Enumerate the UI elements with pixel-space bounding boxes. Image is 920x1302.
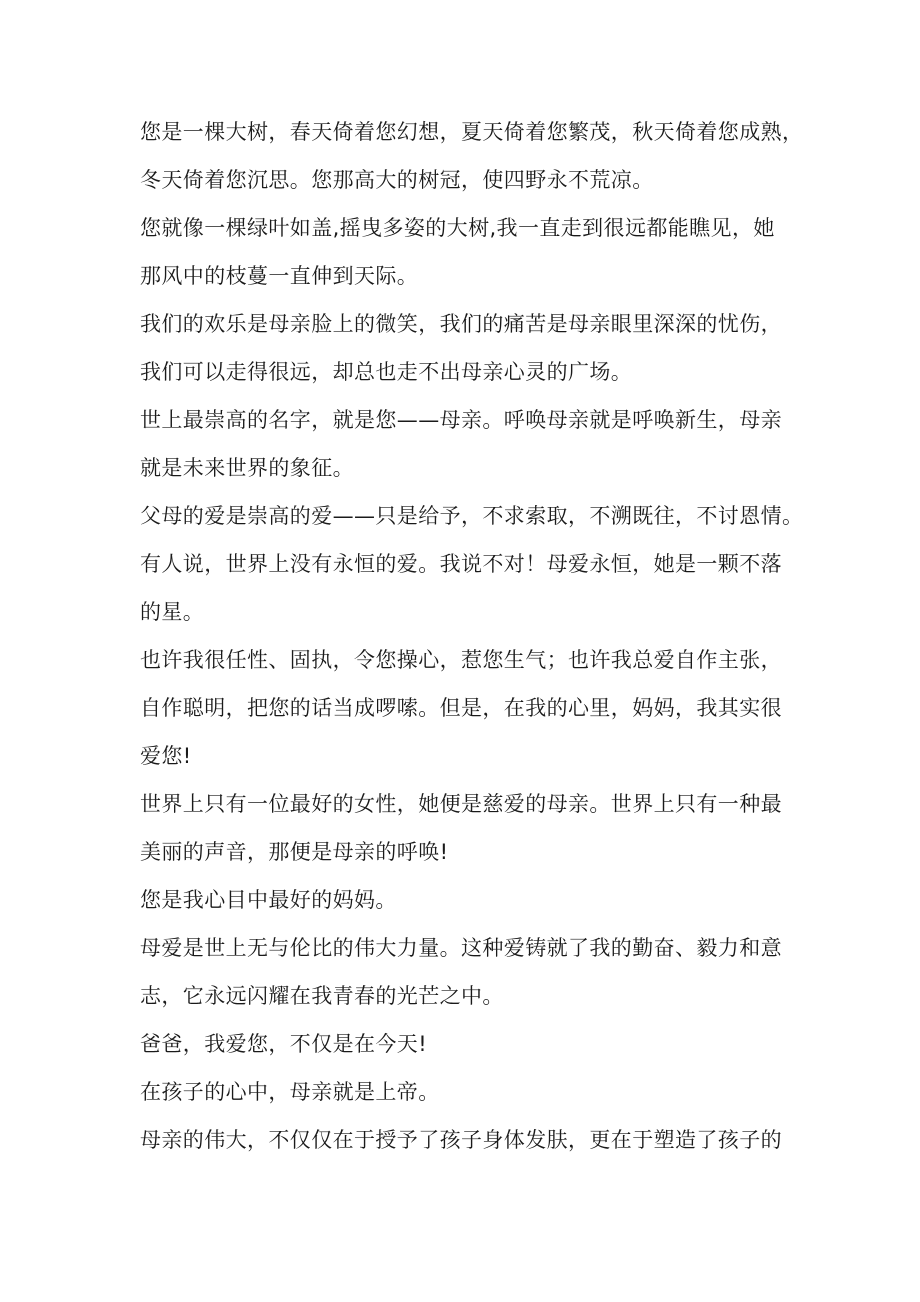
text-line: 我们可以走得很远，却总也走不出母亲心灵的广场。 [140,360,633,384]
paragraph [140,396,790,492]
text-line: 志，它永远闪耀在我青春的光芒之中。 [140,984,504,1008]
text-line: 爸爸，我爱您，不仅是在今天! [140,1032,428,1056]
text-line: 父母的爱是崇高的爱——只是给予，不求索取，不溯既往，不讨恩情。 [140,504,804,528]
text-line: 冬天倚着您沉思。您那高大的树冠，使四野永不荒凉。 [140,168,654,192]
text-line: 自作聪明，把您的话当成啰嗦。但是，在我的心里，妈妈，我其实很 [140,696,782,720]
text-line: 的星。 [140,600,205,624]
paragraph [140,108,804,204]
paragraph [140,876,790,924]
paragraph [140,780,790,876]
text-line: 母亲的伟大，不仅仅在于授予了孩子身体发肤，更在于塑造了孩子的 [140,1128,782,1152]
paragraph [140,924,790,1020]
paragraph [140,1068,790,1116]
text-line: 您是我心目中最好的妈妈。 [140,888,397,912]
text-line: 也许我很任性、固执，令您操心，惹您生气；也许我总爱自作主张， [140,648,782,672]
text-line: 母爱是世上无与伦比的伟大力量。这种爱铸就了我的勤奋、毅力和意 [140,936,782,960]
document-body [140,108,804,1164]
text-line: 在孩子的心中，母亲就是上帝。 [140,1080,440,1104]
paragraph [140,636,790,780]
paragraph [140,204,790,300]
paragraph [140,1116,790,1164]
paragraph [140,300,790,396]
text-line: 就是未来世界的象征。 [140,456,354,480]
text-line: 世上最崇高的名字，就是您——母亲。呼唤母亲就是呼唤新生，母亲 [140,408,782,432]
paragraph [140,492,804,540]
paragraph [140,1020,790,1068]
text-line: 那风中的枝蔓一直伸到天际。 [140,264,419,288]
text-line: 您是一棵大树，春天倚着您幻想，夏天倚着您繁茂，秋天倚着您成熟， [140,120,804,144]
text-line: 爱您! [140,744,192,768]
text-line: 您就像一棵绿叶如盖,摇曳多姿的大树,我一直走到很远都能瞧见，她 [140,216,775,240]
text-line: 世界上只有一位最好的女性，她便是慈爱的母亲。世界上只有一种最 [140,792,782,816]
text-line: 美丽的声音，那便是母亲的呼唤! [140,840,449,864]
text-line: 有人说，世界上没有永恒的爱。我说不对！母爱永恒，她是一颗不落 [140,552,782,576]
paragraph [140,540,790,636]
text-line: 我们的欢乐是母亲脸上的微笑，我们的痛苦是母亲眼里深深的忧伤， [140,312,782,336]
